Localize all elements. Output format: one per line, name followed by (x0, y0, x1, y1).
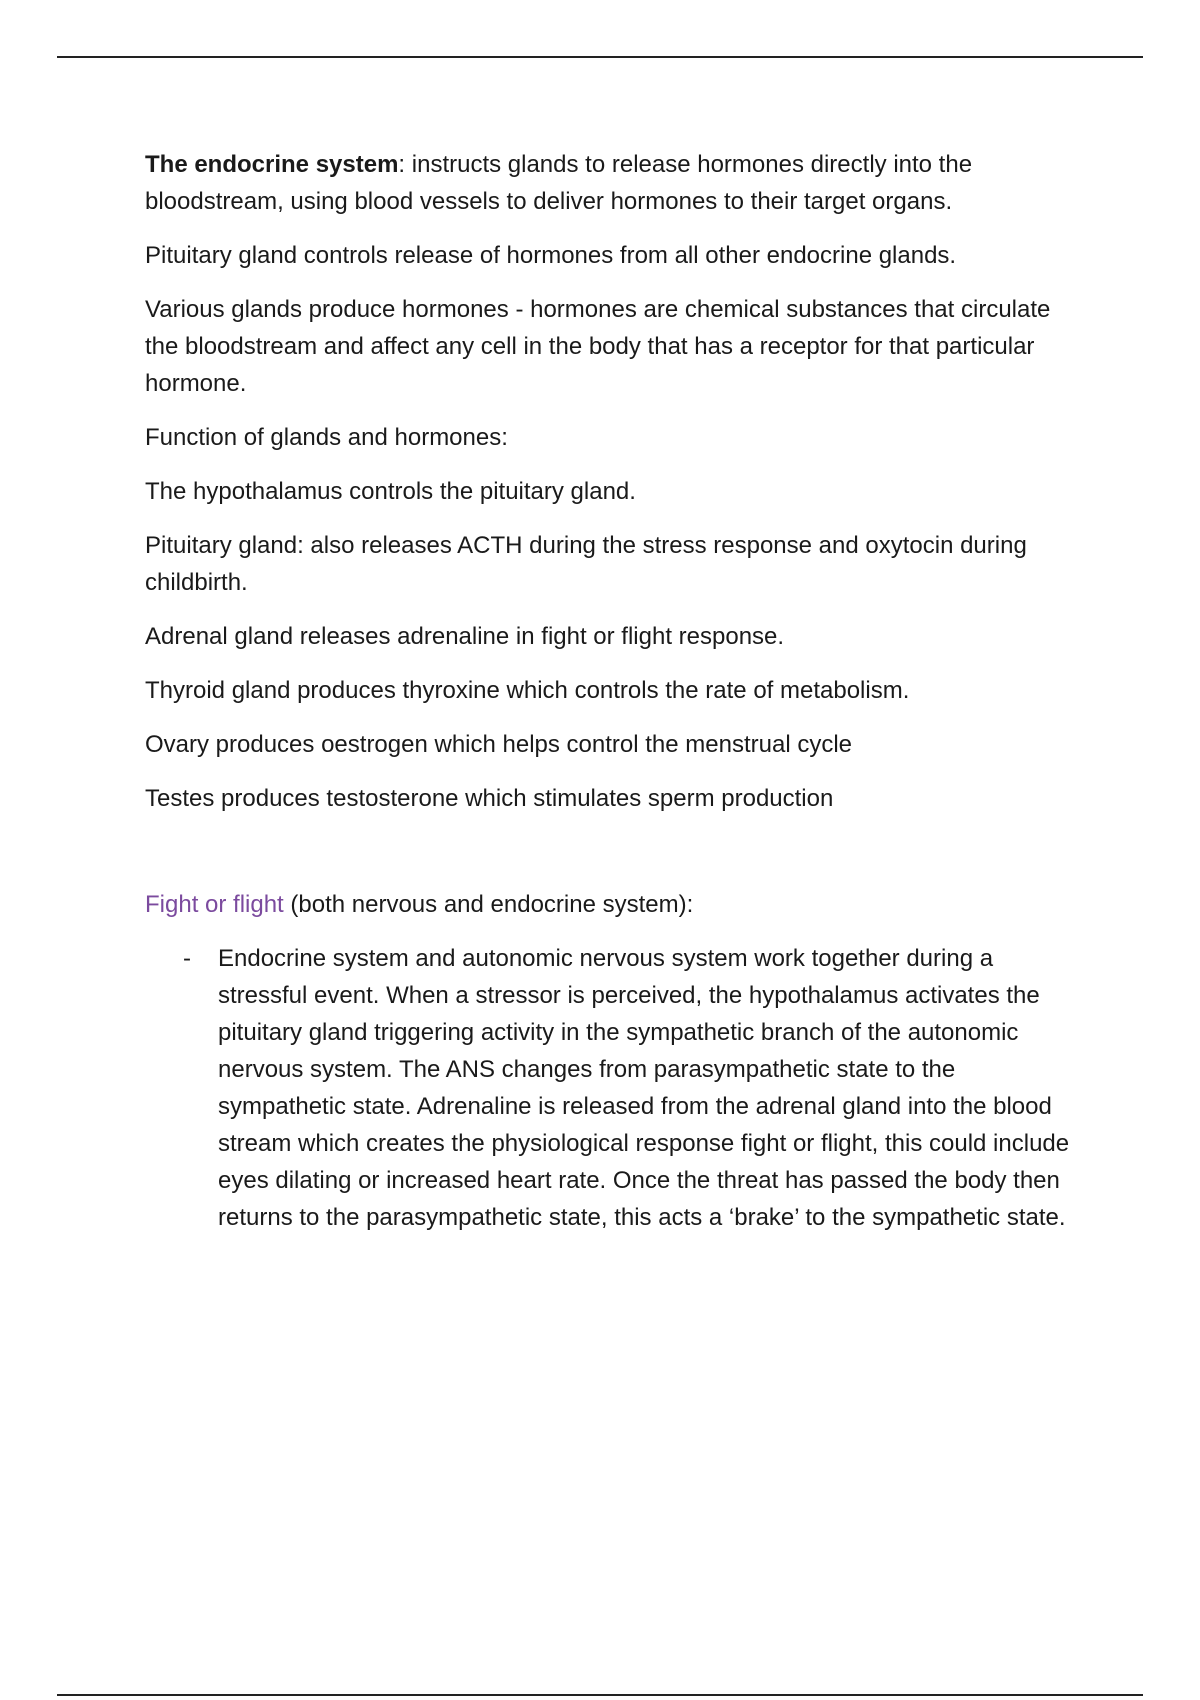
paragraph-ovary: Ovary produces oestrogen which helps control the menstrual cycle (145, 731, 853, 758)
paragraph-pituitary-gland: Pituitary gland: also releases ACTH during the stress response and oxytocin during childbirth. (145, 532, 1027, 596)
paragraph-thyroid-gland: Thyroid gland produces thyroxine which controls the rate of metabolism. (145, 677, 910, 704)
intro-definition: : instructs glands to release hormones directly into the bloodstream, using blood vessels to deliver hormones to their target organs. (145, 151, 973, 215)
section-spacer (145, 834, 1070, 886)
fight-flight-list (145, 940, 1070, 1236)
paragraph-hypothalamus: The hypothalamus controls the pituitary gland. (145, 478, 636, 505)
fight-flight-heading (145, 886, 1070, 923)
intro-term: The endocrine system (145, 151, 399, 178)
document-body (145, 146, 1070, 1236)
intro-paragraph (145, 146, 1070, 220)
paragraph-function-heading: Function of glands and hormones: (145, 424, 508, 451)
paragraph-pituitary-control: Pituitary gland controls release of hormones from all other endocrine glands. (145, 242, 957, 269)
paragraph-adrenal-gland: Adrenal gland releases adrenaline in fight or flight response. (145, 623, 785, 650)
footer-rule (57, 1694, 1143, 1696)
header-rule (57, 56, 1143, 58)
fight-flight-link[interactable]: Fight or flight (145, 891, 284, 918)
list-item (145, 940, 1070, 1236)
paragraph-testes: Testes produces testosterone which stimulates sperm production (145, 785, 834, 812)
fight-flight-heading-rest: (both nervous and endocrine system): (283, 891, 694, 918)
fight-flight-description: Endocrine system and autonomic nervous system work together during a stressful event. When a stressor is perceived, the hypothalamus activates the pituitary gland triggering activity in the sympathetic branch of the autonomic nervous system. The ANS changes from parasympathetic state to the sympathetic state. Adrenaline is released from the adrenal gland into the blood stream which creates the physiological response fight or flight, this could include eyes dilating or increased heart rate. Once the threat has passed the body then returns to the parasympathetic state, this acts a ‘brake’ to the sympathetic state. (218, 945, 1070, 1231)
paragraph-hormones-definition: Various glands produce hormones - hormones are chemical substances that circulate the bloodstream and affect any cell in the body that has a receptor for that particular hormone. (145, 296, 1051, 397)
dash-bullet-icon: - (183, 945, 191, 972)
